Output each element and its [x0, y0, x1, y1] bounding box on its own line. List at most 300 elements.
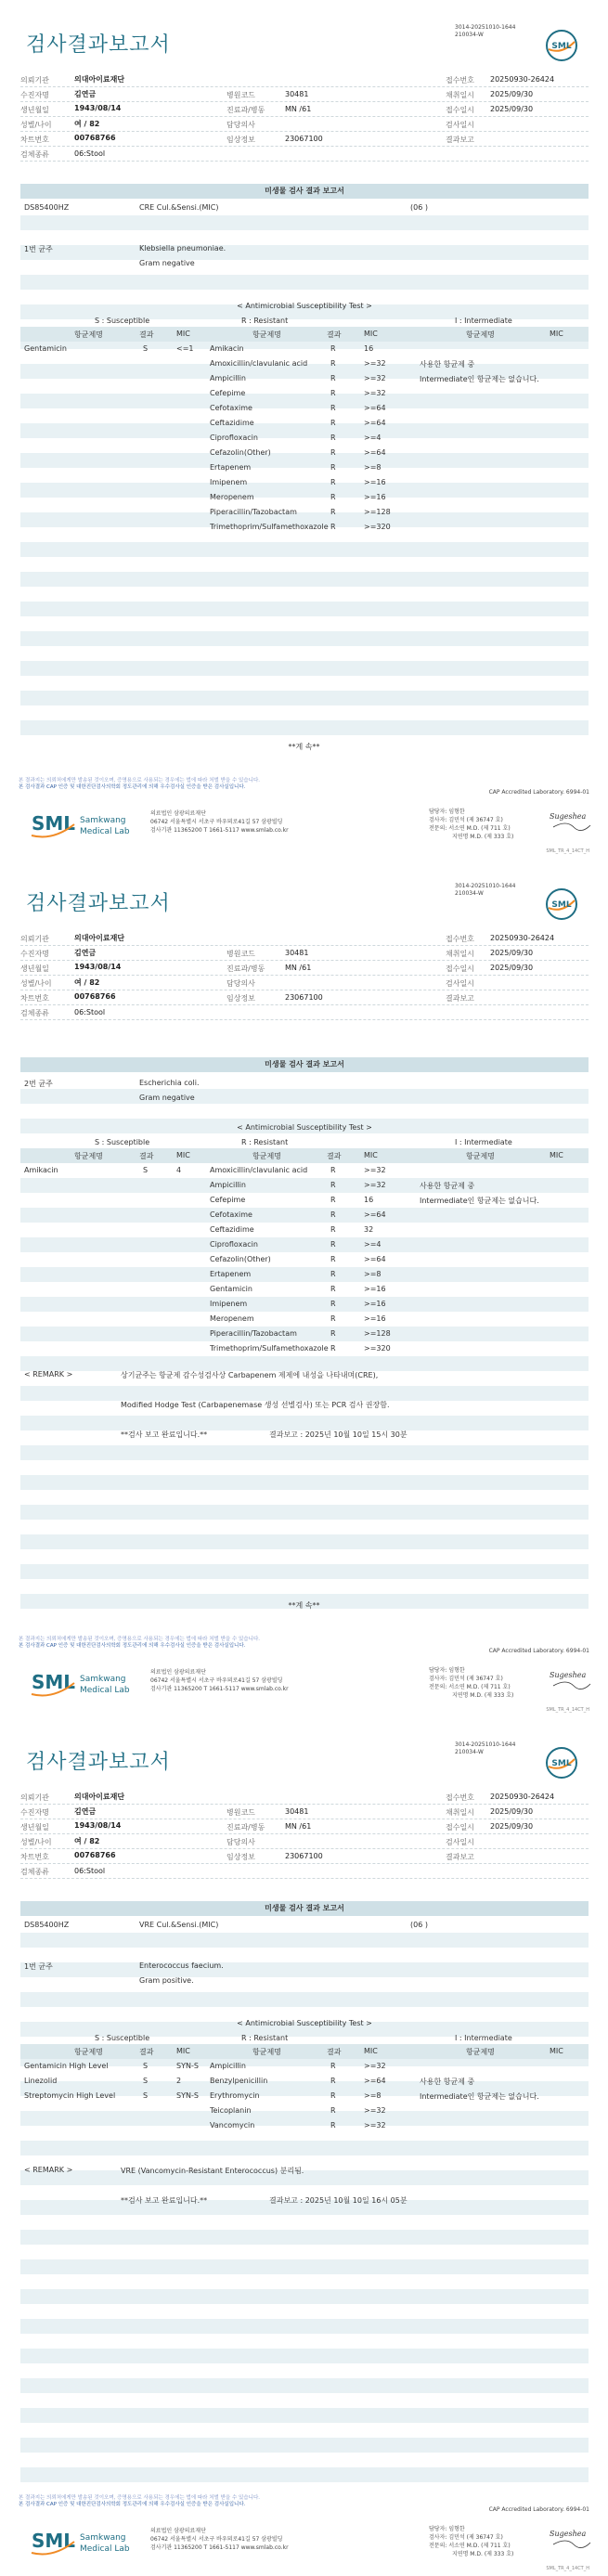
label: 임상정보	[226, 136, 255, 144]
continue-mark: **계 속**	[288, 1601, 320, 1610]
col-header-result: 결과	[139, 2048, 154, 2056]
label: 차트번호	[20, 1853, 49, 1861]
report-title: 검사결과보고서	[26, 1751, 171, 1774]
remark-text: 상기균주는 항균제 감수성검사상 Carbapenem 제제에 내성을 나타내며(CRE),	[121, 1371, 379, 1379]
ast-title	[20, 1120, 589, 1135]
legend-r: R : Resistant	[241, 317, 289, 325]
result: R	[330, 1329, 336, 1338]
sex-age-value: 여 / 82	[74, 1837, 100, 1845]
chart-no-value: 00768766	[74, 992, 116, 1001]
resistant-row	[20, 505, 589, 520]
drug-name: Ertapenem	[210, 1270, 252, 1278]
legend-s: S : Susceptible	[95, 2034, 150, 2042]
drug-name: Streptomycin High Level	[24, 2091, 116, 2100]
note-text: Intermediate인 항균제는 없습니다.	[420, 375, 539, 383]
col-header-drug: 항균제명	[252, 2048, 281, 2056]
col-header-mic: MIC	[176, 1151, 190, 1159]
ast-title-text: < Antimicrobial Susceptibility Test >	[237, 2019, 372, 2027]
result: R	[330, 1240, 336, 1249]
remark-row	[20, 2163, 589, 2178]
signatures	[429, 1666, 513, 1700]
lab-address	[150, 2527, 289, 2552]
specimen-value: 06:Stool	[74, 149, 106, 158]
stripe-row	[20, 2349, 589, 2363]
section-title: 미생물 검사 결과 보고서	[20, 1057, 589, 1072]
sml-logo-icon	[545, 1746, 578, 1780]
institution-value: 의대아이료재단	[74, 1793, 125, 1801]
clinical-info-value: 23067100	[285, 1852, 323, 1860]
label: 수진자명	[20, 950, 49, 958]
stripe-row	[20, 1579, 589, 1594]
specimen-value: 06:Stool	[74, 1867, 106, 1875]
col-header-mic: MIC	[364, 1151, 378, 1159]
report-header	[0, 1717, 608, 1777]
label: 의뢰기관	[20, 935, 49, 943]
note-text: Intermediate인 항균제는 없습니다.	[420, 1197, 539, 1205]
col-header-mic: MIC	[550, 1151, 563, 1159]
sig-line: 검사자: 김민석 (제 36747 호)	[429, 817, 503, 823]
mic: >=32	[364, 374, 386, 382]
result: R	[330, 1166, 336, 1174]
signature-icon	[548, 2526, 594, 2550]
drug-name: Erythromycin	[210, 2091, 260, 2100]
note-text: 사용한 항균제 중	[420, 2078, 475, 2086]
result: R	[330, 389, 336, 397]
gram-row	[20, 1974, 589, 1988]
stripe-row	[20, 1460, 589, 1475]
stripe-row	[20, 2289, 589, 2304]
stripe-row	[20, 2215, 589, 2230]
label: 접수일시	[446, 964, 474, 973]
label: 의뢰기관	[20, 76, 49, 84]
label: 생년월일	[20, 1823, 49, 1832]
report-title: 검사결과보고서	[26, 892, 171, 915]
chart-no-value: 00768766	[74, 1851, 116, 1859]
lab-name-en: Samkwang	[80, 1675, 126, 1684]
resistant-row	[20, 460, 589, 475]
completed-row	[20, 2193, 589, 2207]
result: S	[143, 344, 149, 353]
stripe-row	[20, 1490, 589, 1505]
completed-row	[20, 1427, 589, 1442]
test-name: VRE Cul.&Sensi.(MIC)	[139, 1921, 219, 1929]
result: R	[330, 2062, 336, 2070]
dept-value: MN /61	[285, 105, 312, 113]
lab-address	[150, 1668, 289, 1693]
label: 접수일시	[446, 106, 474, 114]
remark-row	[20, 1397, 589, 1412]
report-page-1	[0, 0, 608, 859]
receipt-no-value: 20250930-26424	[490, 1793, 555, 1801]
label: 수진자명	[20, 1808, 49, 1817]
col-header-drug: 항균제명	[74, 330, 103, 339]
result: R	[330, 2077, 336, 2085]
mic: >=320	[364, 523, 391, 531]
sig-line: 지연명 M.D. (제 333 호)	[452, 834, 514, 840]
label: 성별/나이	[20, 979, 52, 988]
patient-name-value: 김연금	[74, 949, 97, 957]
stripe-row	[20, 1933, 589, 1948]
col-header-drug: 항균제명	[74, 2048, 103, 2056]
contact: 검사기관 11365200 T 1661-5117 www.smlab.co.kr	[150, 827, 289, 834]
result: R	[330, 1210, 336, 1219]
footer-warning: 본 검사결과 CAP 인증 및 대한진단검사의학회 정도관리에 의해 우수검사실 인증을 받은 검사실입니다.	[19, 1643, 246, 1649]
col-header-result: 결과	[139, 1152, 154, 1160]
mic: 16	[364, 1196, 374, 1204]
label: 성별/나이	[20, 1838, 52, 1846]
label: 검사일시	[446, 1838, 474, 1846]
stripe-row	[20, 705, 589, 720]
drug-name: Cefazolin(Other)	[210, 1255, 271, 1263]
header-codes	[455, 1741, 515, 1756]
result: R	[330, 374, 336, 382]
column-headers	[20, 327, 589, 342]
label: 의뢰기관	[20, 1793, 49, 1802]
collection-date-value: 2025/09/30	[490, 1807, 534, 1816]
drug-name: Imipenem	[210, 1300, 248, 1308]
note-row	[20, 2074, 589, 2089]
drug-name: Cefepime	[210, 389, 246, 397]
result: S	[143, 2062, 149, 2070]
note-text: Intermediate인 항균제는 없습니다.	[420, 2092, 539, 2101]
label: 채취일시	[446, 1808, 474, 1817]
signatures	[429, 808, 513, 841]
mic: >=64	[364, 404, 386, 412]
label: 접수번호	[446, 76, 474, 84]
stripe-row	[20, 275, 589, 290]
signature-text: Sugeshea	[550, 2530, 587, 2538]
drug-name: Teicoplanin	[210, 2106, 252, 2115]
hospital-code-value: 30481	[285, 949, 309, 957]
label: 임상정보	[226, 994, 255, 1003]
drug-name: Meropenem	[210, 493, 254, 501]
drug-name: Ampicillin	[210, 374, 246, 382]
result: R	[330, 344, 336, 353]
sex-age-value: 여 / 82	[74, 978, 100, 987]
report-time: 결과보고 : 2025년 10월 10일 16시 05분	[269, 2196, 407, 2205]
report-header	[0, 0, 608, 59]
test-header-row	[20, 1918, 589, 1933]
sig-line: 전문의: 서소연 M.D. (제 711 호)	[429, 2543, 511, 2549]
receipt-date-value: 2025/09/30	[490, 105, 534, 113]
label: 진료과/병동	[226, 106, 265, 114]
footer-warning: 본 검사결과 CAP 인증 및 대한진단검사의학회 정도관리에 의해 우수검사실 인증을 받은 검사실입니다.	[19, 784, 246, 790]
stripe-row	[20, 2230, 589, 2245]
gram-row	[20, 256, 589, 271]
col-header-drug: 항균제명	[252, 330, 281, 339]
label: 차트번호	[20, 136, 49, 144]
contact: 검사기관 11365200 T 1661-5117 www.smlab.co.kr	[150, 2544, 289, 2551]
mic: 16	[364, 344, 374, 353]
ast-title-text: < Antimicrobial Susceptibility Test >	[237, 1123, 372, 1132]
mic: >=32	[364, 2106, 386, 2115]
stripe-row	[20, 2453, 589, 2467]
stripe-row	[20, 691, 589, 705]
lab-name-en: Medical Lab	[80, 1686, 130, 1695]
drug-name: Amikacin	[210, 344, 244, 353]
footer-warning: 본 결과지는 의뢰처에게만 발송된 것이오며, 증명용으로 사용되는 경우에는 법에 따라 처벌 받을 수 있습니다.	[19, 1637, 260, 1642]
result: R	[330, 419, 336, 427]
drug-name: Ceftazidime	[210, 1225, 254, 1234]
mic: >=64	[364, 2077, 386, 2085]
drug-name: Cefepime	[210, 1196, 246, 1204]
label: 검사일시	[446, 121, 474, 129]
note-row	[20, 2089, 589, 2104]
label: 성별/나이	[20, 121, 52, 129]
result: R	[330, 1225, 336, 1234]
footer-warning: 본 결과지는 의뢰처에게만 발송된 것이오며, 증명용으로 사용되는 경우에는 법에 따라 처벌 받을 수 있습니다.	[19, 2495, 260, 2501]
completed-mark: **검사 보고 완료입니다.**	[121, 1430, 208, 1439]
samkwang-logo-icon	[30, 806, 141, 847]
ast-title	[20, 299, 589, 314]
ast-title	[20, 2016, 589, 2031]
result: R	[330, 2121, 336, 2129]
organism-label: 1번 균주	[24, 1962, 53, 1971]
report-title: 검사결과보고서	[26, 33, 171, 57]
test-count: (06 )	[410, 203, 428, 212]
contact: 검사기관 11365200 T 1661-5117 www.smlab.co.kr	[150, 1686, 289, 1692]
remark-text: Modified Hodge Test (Carbapenemase 생성 선별검사) 또는 PCR 검사 권장함.	[121, 1401, 390, 1409]
drug-name: Piperacillin/Tazobactam	[210, 508, 297, 516]
signature-icon	[548, 809, 594, 833]
mic: >=32	[364, 1181, 386, 1189]
mic: >=4	[364, 434, 382, 442]
stripe-row	[20, 676, 589, 691]
stripe-row	[20, 1104, 589, 1119]
header-code: 3014-20251010-1644	[455, 1741, 516, 1748]
mic: >=64	[364, 1255, 386, 1263]
col-header-mic: MIC	[550, 330, 563, 338]
col-header-mic: MIC	[364, 330, 378, 338]
sig-line: 검사자: 김민석 (제 36747 호)	[429, 1676, 503, 1682]
resistant-row	[20, 1327, 589, 1341]
mic: >=32	[364, 1166, 386, 1174]
label: 임상정보	[226, 1853, 255, 1861]
receipt-no-value: 20250930-26424	[490, 934, 555, 942]
result: S	[143, 2077, 149, 2085]
stripe-row	[20, 2304, 589, 2319]
gram-row	[20, 1091, 589, 1106]
gram-stain: Gram positive.	[139, 1976, 194, 1985]
stripe-row	[20, 2334, 589, 2349]
footer-warning: 본 결과지는 의뢰처에게만 발송된 것이오며, 증명용으로 사용되는 경우에는 법에 따라 처벌 받을 수 있습니다.	[19, 778, 260, 783]
legend-s: S : Susceptible	[95, 317, 150, 325]
stripe-row	[20, 2467, 589, 2482]
col-header-drug: 항균제명	[466, 330, 495, 339]
stripe-row	[20, 2245, 589, 2259]
mic: >=16	[364, 1300, 386, 1308]
logo-text: SML	[551, 1759, 572, 1768]
mic: >=32	[364, 359, 386, 368]
column-headers	[20, 2044, 589, 2059]
chart-no-value: 00768766	[74, 134, 116, 142]
gram-stain: Gram negative	[139, 259, 195, 267]
sml-logo-icon	[545, 29, 578, 62]
signatures	[429, 2525, 513, 2558]
result: R	[330, 2091, 336, 2100]
label: 차트번호	[20, 994, 49, 1003]
label: 결과보고	[446, 136, 474, 144]
header-code: 210034-W	[455, 890, 484, 897]
stripe-row	[20, 2363, 589, 2378]
section-title: 미생물 검사 결과 보고서	[20, 1901, 589, 1916]
receipt-date-value: 2025/09/30	[490, 1822, 534, 1831]
completed-mark: **검사 보고 완료입니다.**	[121, 2196, 208, 2205]
hospital-code-value: 30481	[285, 1807, 309, 1816]
header-code: 3014-20251010-1644	[455, 24, 516, 31]
drug-name: Benzylpenicillin	[210, 2077, 268, 2085]
resistant-row	[20, 1282, 589, 1297]
resistant-row	[20, 2059, 589, 2074]
stripe-row	[20, 557, 589, 572]
drug-name: Linezolid	[24, 2077, 58, 2085]
resistant-row	[20, 1267, 589, 1282]
legend-i: I : Intermediate	[455, 1138, 512, 1146]
drug-name: Trimethoprim/Sulfamethoxazole	[210, 523, 329, 531]
report-page-3	[0, 1717, 608, 2576]
result: R	[330, 508, 336, 516]
drug-name: Imipenem	[210, 478, 248, 486]
patient-info	[20, 72, 589, 162]
lab-name: 의료법인 삼광의료재단	[150, 810, 206, 817]
mic: >=4	[364, 1240, 382, 1249]
drug-name: Amoxicillin/clavulanic acid	[210, 1166, 308, 1174]
mic: SYN-S	[176, 2062, 199, 2070]
result: S	[143, 1166, 149, 1174]
stripe-row	[20, 1564, 589, 1579]
resistant-row	[20, 1208, 589, 1223]
remark-label: < REMARK >	[24, 1370, 73, 1379]
gram-stain: Gram negative	[139, 1094, 195, 1102]
drug-name: Amoxicillin/clavulanic acid	[210, 359, 308, 368]
signature-text: Sugeshea	[550, 812, 587, 821]
logo-text: SML	[32, 1671, 76, 1693]
cap-accreditation: CAP Accredited Laboratory. 6994-01	[488, 789, 589, 796]
stripe-row	[20, 616, 589, 631]
result: R	[330, 404, 336, 412]
collection-date-value: 2025/09/30	[490, 949, 534, 957]
stripe-row	[20, 215, 589, 230]
stripe-row	[20, 2274, 589, 2289]
result: R	[330, 2106, 336, 2115]
sig-line: 전문의: 서소연 M.D. (제 711 호)	[429, 1684, 511, 1690]
stripe-row	[20, 646, 589, 661]
label: 접수번호	[446, 935, 474, 943]
organism-label: 2번 균주	[24, 1080, 53, 1088]
lab-name: 의료법인 삼광의료재단	[150, 1669, 206, 1676]
organism-row	[20, 1959, 589, 1974]
header-codes	[455, 883, 515, 898]
label: 채취일시	[446, 91, 474, 99]
sig-line: 담당자: 임형한	[429, 809, 465, 815]
legend-r: R : Resistant	[241, 2034, 289, 2042]
resistant-row	[20, 1237, 589, 1252]
lab-address	[150, 809, 289, 835]
header-code: 3014-20251010-1644	[455, 883, 516, 889]
label: 검체종류	[20, 1009, 49, 1017]
address: 06742 서울특별시 서초구 바우뫼로41길 57 삼광빌딩	[150, 2536, 283, 2543]
stripe-row	[20, 631, 589, 646]
section-title: 미생물 검사 결과 보고서	[20, 184, 589, 199]
specimen-value: 06:Stool	[74, 1008, 106, 1016]
resistant-row	[20, 416, 589, 431]
note-row	[20, 371, 589, 386]
result: S	[143, 2091, 149, 2100]
resistant-row	[20, 490, 589, 505]
organism-name: Escherichia coli.	[139, 1079, 200, 1087]
resistant-row	[20, 1341, 589, 1356]
label: 병원코드	[226, 950, 255, 958]
mic: >=32	[364, 389, 386, 397]
sig-line: 전문의: 서소연 M.D. (제 711 호)	[429, 825, 511, 832]
stripe-row	[20, 2378, 589, 2393]
drug-name: Ampicillin	[210, 2062, 246, 2070]
result: R	[330, 1285, 336, 1293]
test-code: DS85400HZ	[24, 1921, 70, 1929]
receipt-date-value: 2025/09/30	[490, 964, 534, 972]
result: R	[330, 1255, 336, 1263]
note-text: 사용한 항균제 중	[420, 1182, 475, 1190]
col-header-mic: MIC	[176, 330, 190, 338]
stripe-row	[20, 587, 589, 602]
logo-text: SML	[551, 42, 572, 51]
mic: 2	[176, 2077, 182, 2085]
sig-line: 지연명 M.D. (제 333 호)	[452, 1692, 514, 1699]
result: R	[330, 1270, 336, 1278]
sex-age-value: 여 / 82	[74, 120, 100, 128]
resistant-row	[20, 431, 589, 446]
mic: >=128	[364, 1329, 391, 1338]
drug-name: Gentamicin High Level	[24, 2062, 109, 2070]
organism-name: Enterococcus faecium.	[139, 1961, 224, 1970]
mic: >=16	[364, 493, 386, 501]
result: R	[330, 1314, 336, 1323]
drug-name: Ampicillin	[210, 1181, 246, 1189]
label: 수진자명	[20, 91, 49, 99]
label: 진료과/병동	[226, 1823, 265, 1832]
patient-name-value: 김연금	[74, 90, 97, 98]
resistant-row	[20, 1297, 589, 1312]
form-code: SML_TR_4_14CT_H	[546, 1707, 589, 1713]
result: R	[330, 493, 336, 501]
label: 채취일시	[446, 950, 474, 958]
result: R	[330, 463, 336, 472]
stripe-row	[20, 602, 589, 616]
legend-s: S : Susceptible	[95, 1138, 150, 1146]
lab-name-en: Medical Lab	[80, 827, 130, 836]
legend-i: I : Intermediate	[455, 2034, 512, 2042]
col-header-result: 결과	[327, 330, 342, 339]
label: 담당의사	[226, 979, 255, 988]
col-header-result: 결과	[327, 2048, 342, 2056]
resistant-row	[20, 401, 589, 416]
remark-label: < REMARK >	[24, 2166, 73, 2174]
drug-name: Vancomycin	[210, 2121, 255, 2129]
organism-name: Klebsiella pneumoniae.	[139, 244, 226, 252]
label: 담당의사	[226, 1838, 255, 1846]
result: R	[330, 1300, 336, 1308]
mic: >=8	[364, 2091, 382, 2100]
mic: >=32	[364, 2121, 386, 2129]
cap-accreditation: CAP Accredited Laboratory. 6994-01	[488, 2506, 589, 2513]
mic: 32	[364, 1225, 374, 1234]
sml-logo-icon	[545, 887, 578, 921]
col-header-drug: 항균제명	[466, 2048, 495, 2056]
drug-name: Cefazolin(Other)	[210, 448, 271, 457]
report-time: 결과보고 : 2025년 10월 10일 15시 30분	[269, 1430, 407, 1439]
test-code: DS85400HZ	[24, 203, 70, 212]
sig-line: 지연명 M.D. (제 333 호)	[452, 2551, 514, 2557]
